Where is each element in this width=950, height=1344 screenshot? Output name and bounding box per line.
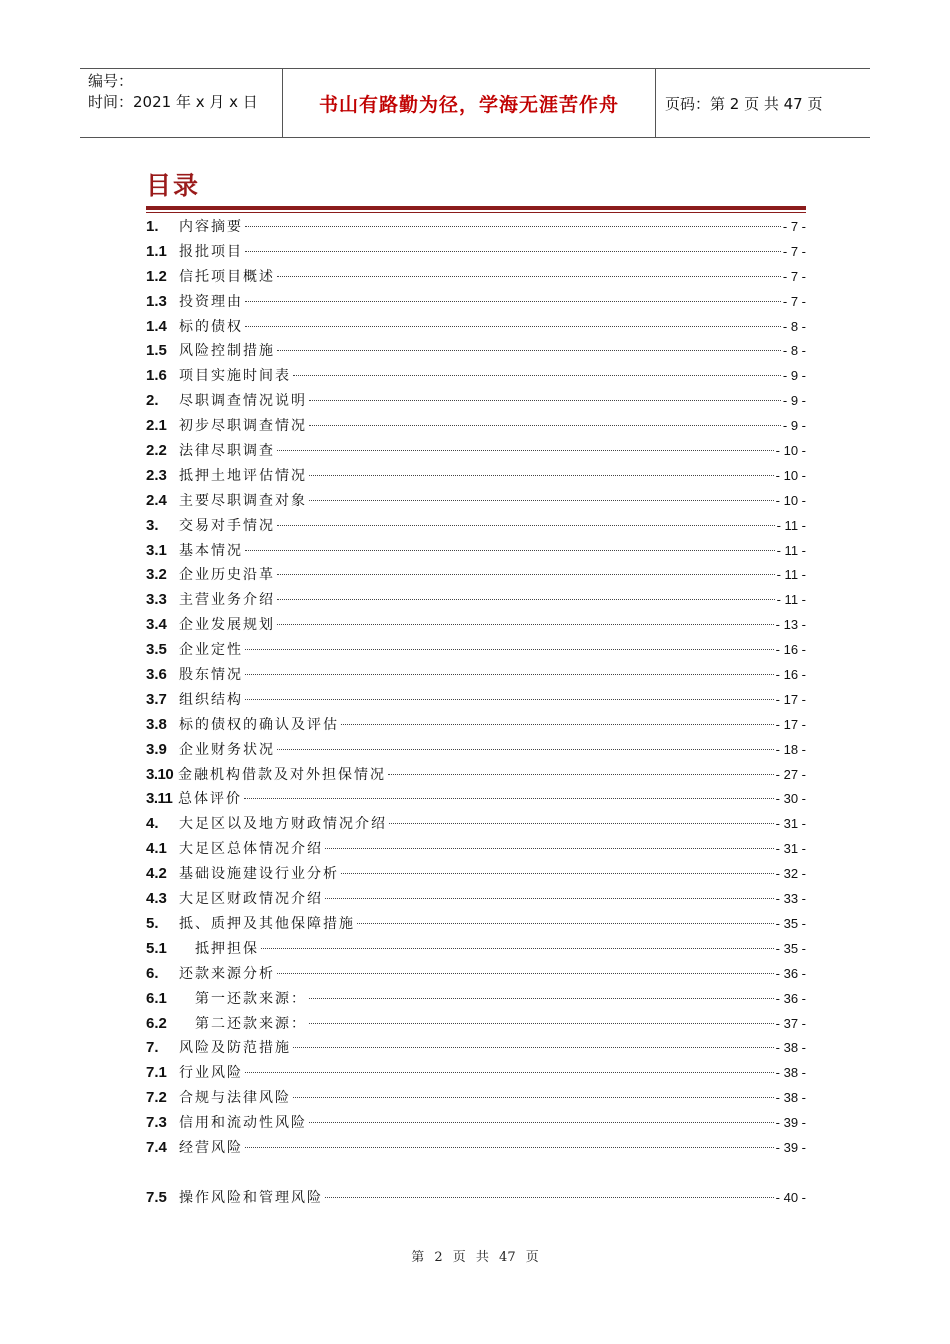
- toc-entry-title: 主营业务介绍: [179, 592, 275, 609]
- toc-entry[interactable]: [146, 887, 806, 912]
- toc-entry-page: - 38 -: [775, 1040, 806, 1056]
- toc-entry[interactable]: [146, 240, 806, 265]
- toc-entry-title: 大足区以及地方财政情况介绍: [179, 816, 387, 833]
- toc-title: 目录: [146, 171, 201, 200]
- toc-entry-title: 总体评价: [178, 791, 242, 808]
- toc-entry-page: - 11 -: [776, 517, 806, 533]
- toc-entry[interactable]: [146, 389, 806, 414]
- toc-entry[interactable]: [146, 837, 806, 862]
- toc-dot-leader: [245, 226, 781, 227]
- toc-dot-leader: [245, 251, 781, 252]
- toc-dot-leader: [309, 500, 774, 501]
- toc-dot-leader: [277, 599, 775, 600]
- toc-entry-title: 抵押土地评估情况: [179, 467, 307, 484]
- toc-entry[interactable]: [146, 688, 806, 713]
- toc-dot-leader: [309, 1023, 774, 1024]
- toc-entry-number: 3.4: [146, 616, 167, 634]
- toc-entry[interactable]: [146, 563, 806, 588]
- toc-entry-title: 内容摘要: [179, 219, 243, 235]
- toc-entry-number: 4.: [146, 815, 159, 833]
- toc-entry-title: 大足区总体情况介绍: [179, 841, 323, 858]
- page-footer: 第 2 页 共 47 页: [411, 1250, 539, 1265]
- toc-entry-number: 7.2: [146, 1089, 167, 1107]
- toc-entry-number: 1.5: [146, 342, 167, 360]
- toc-entry-title: 行业风险: [179, 1065, 243, 1082]
- toc-entry-title: 抵押担保: [195, 940, 259, 957]
- toc-dot-leader: [277, 749, 774, 750]
- toc-dot-leader: [244, 798, 774, 799]
- toc-entry-number: 5.1: [146, 939, 167, 957]
- toc-entry[interactable]: [146, 439, 806, 464]
- toc-dot-leader: [245, 649, 774, 650]
- toc-dot-leader: [277, 450, 774, 451]
- toc-entry-title: 项目实施时间表: [179, 368, 291, 385]
- toc-entry[interactable]: [146, 514, 806, 539]
- toc-entry[interactable]: [146, 787, 806, 812]
- toc-entry[interactable]: [146, 464, 806, 489]
- toc-entry[interactable]: [146, 1036, 806, 1061]
- toc-entry-title: 基本情况: [179, 542, 243, 559]
- toc-dot-leader: [277, 624, 774, 625]
- header-time-label: 时间：2021 年 x 月 x 日: [88, 93, 258, 111]
- toc-entry[interactable]: [146, 663, 806, 688]
- toc-entry-page: - 17 -: [775, 691, 806, 707]
- toc-entry-number: 1.1: [146, 242, 167, 260]
- toc-dot-leader: [245, 1072, 774, 1073]
- toc-entry-title: 大足区财政情况介绍: [179, 891, 323, 908]
- toc-entry-page: - 32 -: [775, 866, 806, 882]
- toc-entry-page: - 7 -: [782, 293, 806, 309]
- toc-entry-title: 抵、质押及其他保障措施: [179, 915, 355, 932]
- toc-entry-number: 6.: [146, 964, 159, 982]
- toc-entry-title: 金融机构借款及对外担保情况: [178, 766, 386, 783]
- toc-entry-page: - 31 -: [775, 816, 806, 832]
- toc-entry-page: - 17 -: [775, 716, 806, 732]
- toc-entry[interactable]: [146, 812, 806, 837]
- toc-entry-number: 4.3: [146, 890, 167, 908]
- toc-entry-number: 7.3: [146, 1114, 167, 1132]
- toc-entry-page: - 9 -: [782, 393, 806, 409]
- toc-entry-title: 标的债权: [179, 318, 243, 335]
- toc-entry-title: 合规与法律风险: [179, 1090, 291, 1107]
- toc-entry[interactable]: [146, 588, 806, 613]
- toc-entry-title: 初步尽职调查情况: [179, 418, 307, 435]
- toc-entry-title: 风险及防范措施: [179, 1040, 291, 1057]
- toc-dot-leader: [277, 973, 774, 974]
- toc-entry-title: 信用和流动性风险: [179, 1115, 307, 1132]
- toc-entry-title: 风险控制措施: [179, 343, 275, 360]
- toc-entry-title: 经营风险: [179, 1139, 243, 1156]
- toc-dot-leader: [325, 898, 774, 899]
- toc-entry[interactable]: [146, 489, 806, 514]
- toc-entry-number: 3.3: [146, 591, 167, 609]
- toc-entry-number: 3.: [146, 516, 159, 534]
- toc-dot-leader: [341, 724, 774, 725]
- header-code-label: 编号：: [88, 72, 134, 90]
- title-rule-thin: [146, 212, 806, 213]
- toc-entry[interactable]: [146, 539, 806, 564]
- toc-entry[interactable]: [146, 1186, 806, 1211]
- toc-entry-number: 2.2: [146, 442, 167, 460]
- toc-entry[interactable]: [146, 912, 806, 937]
- toc-entry[interactable]: [146, 638, 806, 663]
- toc-spacer: [146, 1161, 806, 1186]
- toc-entry-page: - 10 -: [775, 443, 806, 459]
- toc-entry-page: - 11 -: [776, 567, 806, 583]
- toc-dot-leader: [341, 873, 774, 874]
- toc-entry-title: 第二还款来源：: [195, 1015, 307, 1032]
- toc-entry-page: - 30 -: [775, 791, 806, 807]
- toc-entry-title: 组织结构: [179, 691, 243, 708]
- toc-dot-leader: [293, 1047, 774, 1048]
- toc-entry-number: 5.: [146, 914, 159, 932]
- toc-entry-page: - 10 -: [775, 467, 806, 483]
- toc-entry[interactable]: [146, 937, 806, 962]
- toc-entry-number: 2.3: [146, 466, 167, 484]
- toc-entry-number: 1.6: [146, 367, 167, 385]
- page-header: [80, 68, 870, 138]
- toc-entry[interactable]: [146, 265, 806, 290]
- toc-entry-number: 3.10: [146, 765, 174, 783]
- toc-entry-title: 基础设施建设行业分析: [179, 866, 339, 883]
- toc-entry-page: - 7 -: [782, 268, 806, 284]
- toc-entry-number: 2.1: [146, 417, 167, 435]
- toc-entry[interactable]: [146, 215, 806, 240]
- toc-entry-number: 6.1: [146, 989, 167, 1007]
- toc-entry-title: 企业发展规划: [179, 617, 275, 634]
- header-meta: [80, 69, 282, 139]
- toc-entry-page: - 31 -: [775, 841, 806, 857]
- toc-entry[interactable]: [146, 613, 806, 638]
- header-motto: 书山有路勤为径，学海无涯苦作舟: [318, 93, 619, 116]
- header-page-info: 页码：第 2 页 共 47 页: [665, 94, 823, 113]
- toc-entry-title: 信托项目概述: [179, 268, 275, 285]
- toc-entry-title: 股东情况: [179, 667, 243, 684]
- toc-dot-leader: [277, 350, 781, 351]
- toc-entry-page: - 27 -: [775, 766, 806, 782]
- toc-dot-leader: [309, 1122, 774, 1123]
- toc-entry-number: 1.3: [146, 292, 167, 310]
- toc-dot-leader: [309, 425, 781, 426]
- toc-entry[interactable]: [146, 339, 806, 364]
- toc-dot-leader: [293, 375, 781, 376]
- toc-entry-page: - 39 -: [775, 1139, 806, 1155]
- toc-entry-page: - 16 -: [775, 667, 806, 683]
- toc-entry-page: - 8 -: [782, 343, 806, 359]
- toc-entry-page: - 9 -: [782, 368, 806, 384]
- toc-entry-number: 2.4: [146, 491, 167, 509]
- toc-entry-number: 7.4: [146, 1138, 167, 1156]
- toc-entry-page: - 10 -: [775, 492, 806, 508]
- toc-dot-leader: [245, 699, 774, 700]
- toc-entry-number: 1.: [146, 218, 159, 235]
- title-rule: [146, 206, 806, 210]
- toc-entry-number: 4.2: [146, 865, 167, 883]
- toc-entry-title: 尽职调查情况说明: [179, 393, 307, 410]
- toc-dot-leader: [388, 774, 774, 775]
- toc-entry-page: - 38 -: [775, 1090, 806, 1106]
- toc-dot-leader: [325, 1197, 774, 1198]
- toc-entry-title: 第一还款来源：: [195, 990, 307, 1007]
- toc-entry-page: - 38 -: [775, 1065, 806, 1081]
- toc-dot-leader: [245, 674, 774, 675]
- toc-dot-leader: [277, 574, 775, 575]
- toc-entry-number: 7.: [146, 1039, 159, 1057]
- toc-dot-leader: [245, 1147, 774, 1148]
- toc-dot-leader: [261, 948, 774, 949]
- toc-entry-title: 还款来源分析: [179, 965, 275, 982]
- toc-entry-number: 6.2: [146, 1014, 167, 1032]
- toc-entry[interactable]: [146, 987, 806, 1012]
- toc-entry[interactable]: [146, 290, 806, 315]
- toc-entry-title: 投资理由: [179, 293, 243, 310]
- toc-entry-number: 3.8: [146, 715, 167, 733]
- toc-entry-title: 企业历史沿革: [179, 567, 275, 584]
- toc-dot-leader: [245, 301, 781, 302]
- toc-dot-leader: [309, 998, 774, 999]
- toc-entry-number: 7.5: [146, 1188, 167, 1206]
- toc-entry-number: 1.4: [146, 317, 167, 335]
- toc-entry-title: 报批项目: [179, 243, 243, 260]
- toc-entry-page: - 11 -: [776, 542, 806, 558]
- toc-entry-number: 4.1: [146, 840, 167, 858]
- toc-entry-page: - 13 -: [775, 617, 806, 633]
- toc-entry-number: 2.: [146, 392, 159, 410]
- toc-entry-number: 3.7: [146, 690, 167, 708]
- toc-entry-title: 交易对手情况: [179, 517, 275, 534]
- toc-entry-page: - 9 -: [782, 418, 806, 434]
- toc-entry[interactable]: [146, 1061, 806, 1086]
- toc-entry-page: - 39 -: [775, 1115, 806, 1131]
- toc-entry[interactable]: [146, 763, 806, 788]
- toc-entry-page: - 16 -: [775, 642, 806, 658]
- toc-dot-leader: [293, 1097, 774, 1098]
- toc-dot-leader: [357, 923, 774, 924]
- toc-entry-page: - 11 -: [776, 592, 806, 608]
- toc-entry-page: - 8 -: [782, 318, 806, 334]
- toc-entry[interactable]: [146, 713, 806, 738]
- toc-entry-number: 7.1: [146, 1064, 167, 1082]
- toc-entry-number: 3.1: [146, 541, 167, 559]
- toc-entry[interactable]: [146, 1086, 806, 1111]
- toc-entry[interactable]: [146, 862, 806, 887]
- toc-entry-page: - 40 -: [775, 1189, 806, 1205]
- toc-dot-leader: [309, 475, 774, 476]
- table-of-contents: [146, 215, 806, 1211]
- toc-entry-page: - 33 -: [775, 891, 806, 907]
- toc-entry[interactable]: [146, 315, 806, 340]
- toc-entry-page: - 37 -: [775, 1015, 806, 1031]
- toc-dot-leader: [277, 276, 781, 277]
- toc-entry-page: - 35 -: [775, 915, 806, 931]
- toc-entry-number: 1.2: [146, 267, 167, 285]
- toc-entry[interactable]: [146, 364, 806, 389]
- toc-entry-title: 企业定性: [179, 642, 243, 659]
- toc-dot-leader: [389, 823, 774, 824]
- toc-entry-number: 3.5: [146, 641, 167, 659]
- toc-entry-number: 3.6: [146, 666, 167, 684]
- toc-dot-leader: [309, 400, 781, 401]
- toc-entry-title: 法律尽职调查: [179, 443, 275, 460]
- toc-dot-leader: [245, 326, 781, 327]
- toc-entry-title: 企业财务状况: [179, 741, 275, 758]
- toc-entry-page: - 36 -: [775, 965, 806, 981]
- toc-entry-number: 3.9: [146, 740, 167, 758]
- toc-entry[interactable]: [146, 1136, 806, 1161]
- toc-entry-page: - 7 -: [782, 219, 806, 234]
- toc-entry-number: 3.11: [146, 790, 173, 808]
- toc-entry-title: 标的债权的确认及评估: [179, 716, 339, 733]
- toc-entry[interactable]: [146, 962, 806, 987]
- header-motto-cell: [282, 69, 656, 137]
- toc-entry-page: - 35 -: [775, 940, 806, 956]
- toc-entry[interactable]: [146, 738, 806, 763]
- toc-entry-title: 操作风险和管理风险: [179, 1189, 323, 1206]
- toc-entry-title: 主要尽职调查对象: [179, 492, 307, 509]
- toc-entry[interactable]: [146, 414, 806, 439]
- toc-dot-leader: [245, 550, 775, 551]
- toc-entry[interactable]: [146, 1012, 806, 1037]
- toc-entry-page: - 18 -: [775, 741, 806, 757]
- toc-entry[interactable]: [146, 1111, 806, 1136]
- toc-entry-page: - 7 -: [782, 243, 806, 259]
- toc-entry-number: 3.2: [146, 566, 167, 584]
- toc-dot-leader: [325, 848, 774, 849]
- toc-entry-page: - 36 -: [775, 990, 806, 1006]
- toc-dot-leader: [277, 525, 775, 526]
